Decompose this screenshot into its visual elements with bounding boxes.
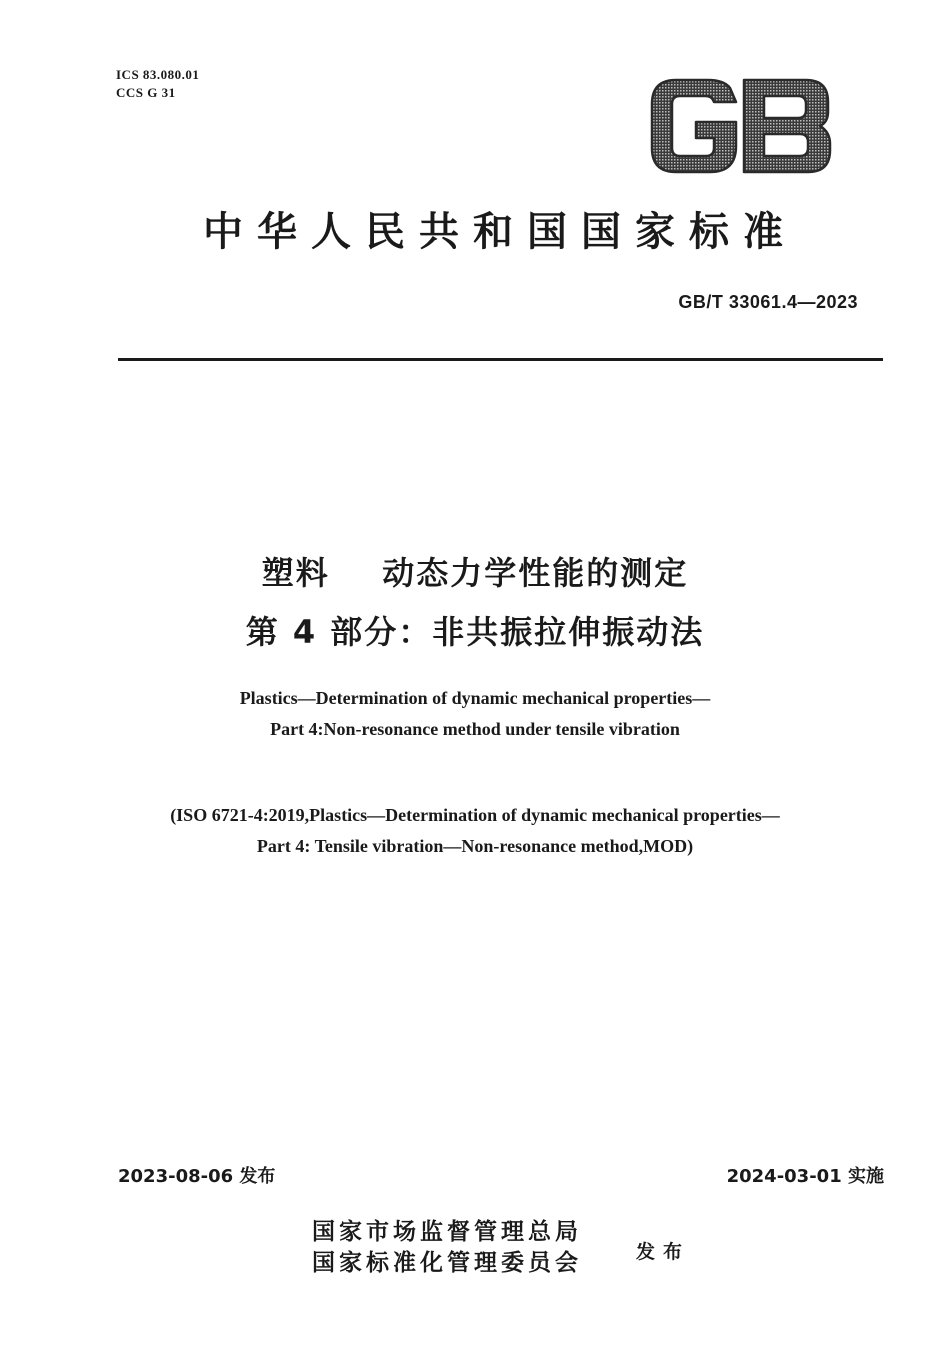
- gb-logo: [644, 78, 834, 174]
- english-title-line1: Plastics—Determination of dynamic mechanical properties—: [239, 688, 711, 708]
- ccs-code: CCS G 31: [116, 85, 176, 100]
- standard-number: GB/T 33061.4—2023: [678, 292, 858, 312]
- english-title-line2: Part 4:Non-resonance method under tensile vibration: [270, 719, 680, 739]
- chinese-title-line2: 第 4 部分：非共振拉伸振动法: [245, 613, 705, 651]
- iso-reference-line1: (ISO 6721-4:2019,Plastics—Determination of dynamic mechanical properties—: [170, 805, 780, 825]
- implementation-date: 2024-03-01 实施: [726, 1166, 884, 1187]
- national-standard-title: 中华人民共和国国家标准: [203, 208, 797, 255]
- header-divider: [118, 358, 883, 361]
- classification-codes: [116, 66, 199, 102]
- ics-code: ICS 83.080.01: [116, 67, 200, 82]
- chinese-title-line1: 塑料 动态力学性能的测定: [261, 554, 689, 592]
- iso-reference-line2: Part 4: Tensile vibration—Non-resonance method,MOD): [256, 836, 694, 856]
- issuer-samr: 国家市场监督管理总局: [312, 1218, 582, 1245]
- issue-action: 发布: [636, 1241, 691, 1263]
- issue-date: 2023-08-06 发布: [118, 1166, 276, 1187]
- issuer-sac: 国家标准化管理委员会: [312, 1249, 582, 1276]
- issuing-authorities: [312, 1216, 582, 1278]
